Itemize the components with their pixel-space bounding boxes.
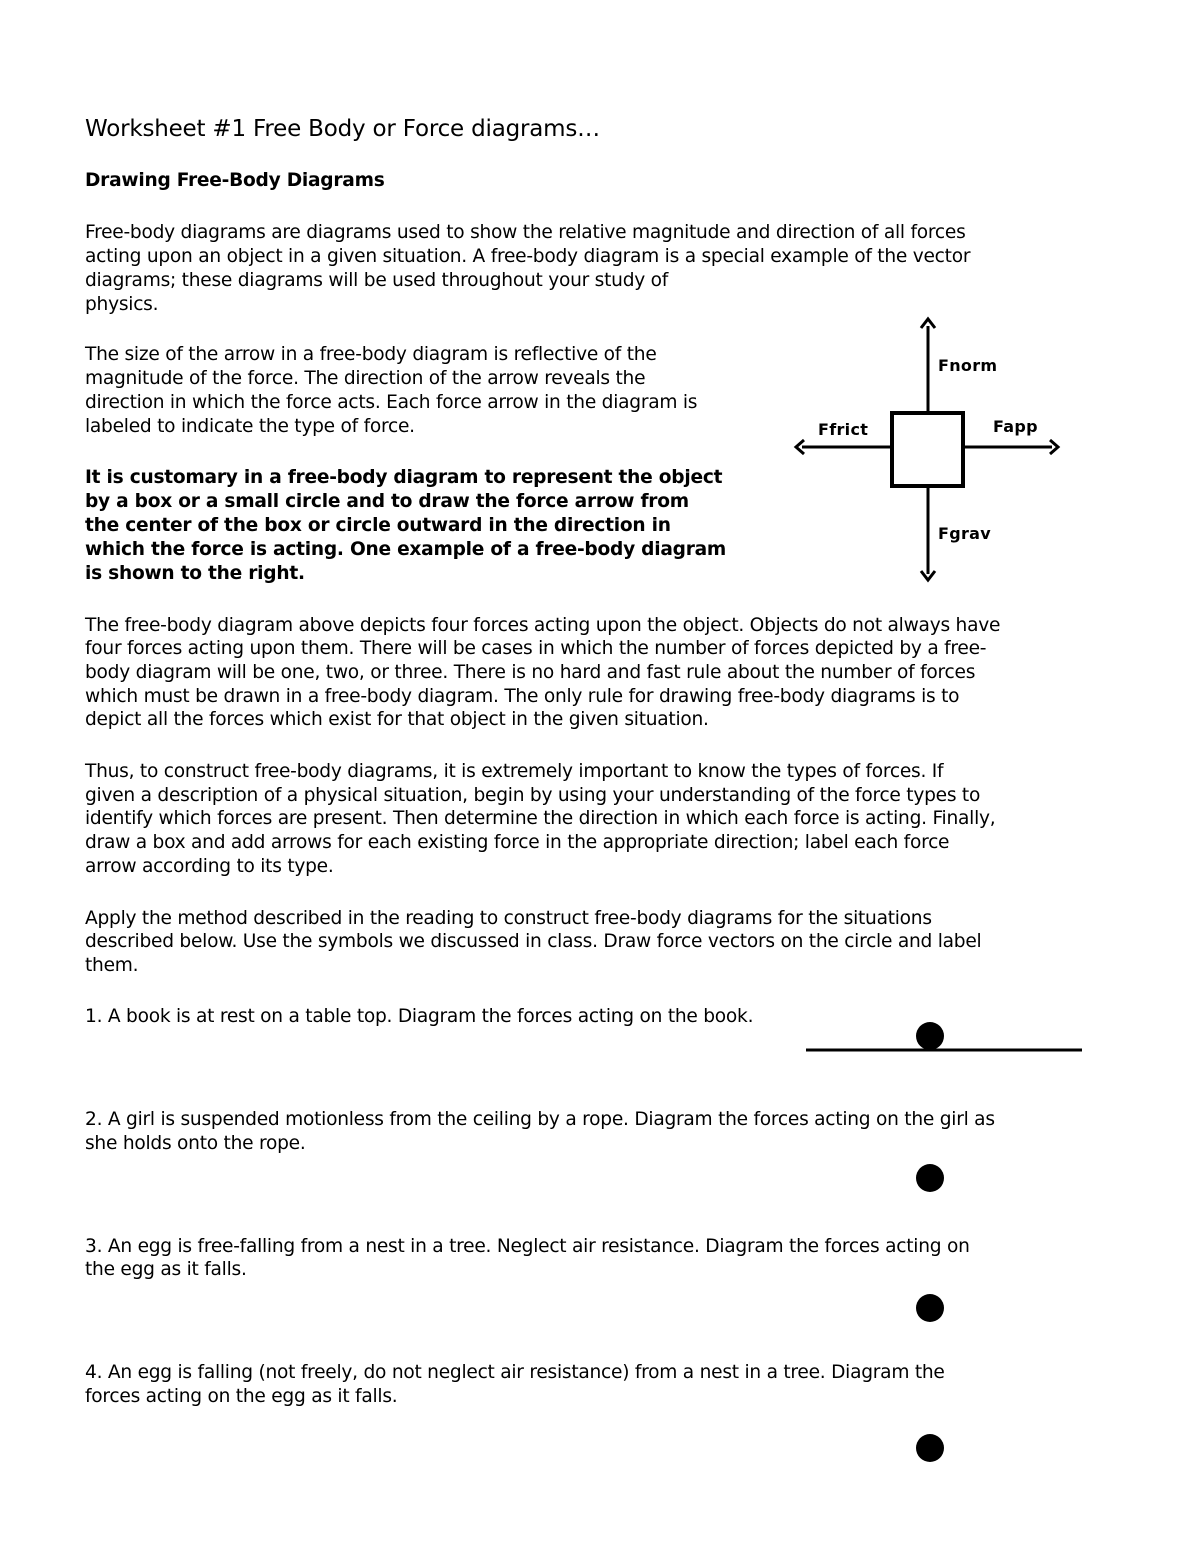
- question-text: she holds onto the rope.: [85, 1133, 306, 1154]
- text-line: direction in which the force acts. Each force arrow in the diagram is: [85, 392, 698, 413]
- example-free-body-diagram: [796, 319, 1058, 580]
- question-text: forces acting on the egg as it falls.: [85, 1386, 398, 1407]
- text-line: is shown to the right.: [85, 563, 305, 584]
- text-line: which must be drawn in a free-body diagram. The only rule for drawing free-body diagrams is to: [85, 686, 960, 707]
- ffrict-label: Ffrict: [818, 420, 869, 439]
- worksheet-title: Worksheet #1 Free Body or Force diagrams…: [85, 116, 600, 142]
- text-line: Apply the method described in the reading to construct free-body diagrams for the situations: [85, 908, 932, 929]
- section-heading: Drawing Free-Body Diagrams: [85, 170, 385, 191]
- text-line: draw a box and add arrows for each existing force in the appropriate direction; label each force: [85, 832, 950, 853]
- text-line: labeled to indicate the type of force.: [85, 416, 415, 437]
- egg-free-fall-dot: [916, 1294, 944, 1322]
- book-dot: [916, 1022, 944, 1050]
- text-line: arrow according to its type.: [85, 856, 334, 877]
- girl-dot: [916, 1164, 944, 1192]
- text-line: identify which forces are present. Then determine the direction in which each force is acting. Finally,: [85, 808, 996, 829]
- question-text: 3. An egg is free-falling from a nest in a tree. Neglect air resistance. Diagram the forces acting on: [85, 1236, 970, 1257]
- text-line: them.: [85, 955, 139, 976]
- question-text: 4. An egg is falling (not freely, do not neglect air resistance) from a nest in a tree. Diagram the: [85, 1362, 945, 1383]
- text-line: which the force is acting. One example of a free-body diagram: [85, 539, 727, 560]
- text-line: The free-body diagram above depicts four forces acting upon the object. Objects do not always have: [85, 615, 1001, 636]
- egg-air-resistance-dot: [916, 1434, 944, 1462]
- text-line: described below. Use the symbols we discussed in class. Draw force vectors on the circle and label: [85, 931, 982, 952]
- text-line: by a box or a small circle and to draw the force arrow from: [85, 491, 689, 512]
- text-line: physics.: [85, 294, 159, 315]
- fnorm-label: Fnorm: [938, 356, 998, 375]
- text-line: acting upon an object in a given situation. A free-body diagram is a special example of the vector: [85, 246, 971, 267]
- object-box: [892, 413, 963, 486]
- question-text: 1. A book is at rest on a table top. Diagram the forces acting on the book.: [85, 1006, 754, 1027]
- text-line: diagrams; these diagrams will be used throughout your study of: [85, 270, 669, 291]
- text-line: It is customary in a free-body diagram to represent the object: [85, 467, 723, 488]
- question-text: the egg as it falls.: [85, 1259, 247, 1280]
- text-line: depict all the forces which exist for that object in the given situation.: [85, 709, 709, 730]
- text-line: body diagram will be one, two, or three. There is no hard and fast rule about the number of forces: [85, 662, 976, 683]
- text-line: magnitude of the force. The direction of the arrow reveals the: [85, 368, 646, 389]
- fgrav-label: Fgrav: [938, 524, 991, 543]
- text-line: the center of the box or circle outward in the direction in: [85, 515, 671, 536]
- fapp-label: Fapp: [993, 417, 1038, 436]
- text-line: The size of the arrow in a free-body diagram is reflective of the: [85, 344, 657, 365]
- text-line: Free-body diagrams are diagrams used to show the relative magnitude and direction of all forces: [85, 222, 966, 243]
- text-line: four forces acting upon them. There will be cases in which the number of forces depicted by a free-: [85, 638, 987, 659]
- text-line: given a description of a physical situation, begin by using your understanding of the force types to: [85, 785, 981, 806]
- text-line: Thus, to construct free-body diagrams, it is extremely important to know the types of forces. If: [85, 761, 944, 782]
- question-text: 2. A girl is suspended motionless from the ceiling by a rope. Diagram the forces acting on the girl as: [85, 1109, 995, 1130]
